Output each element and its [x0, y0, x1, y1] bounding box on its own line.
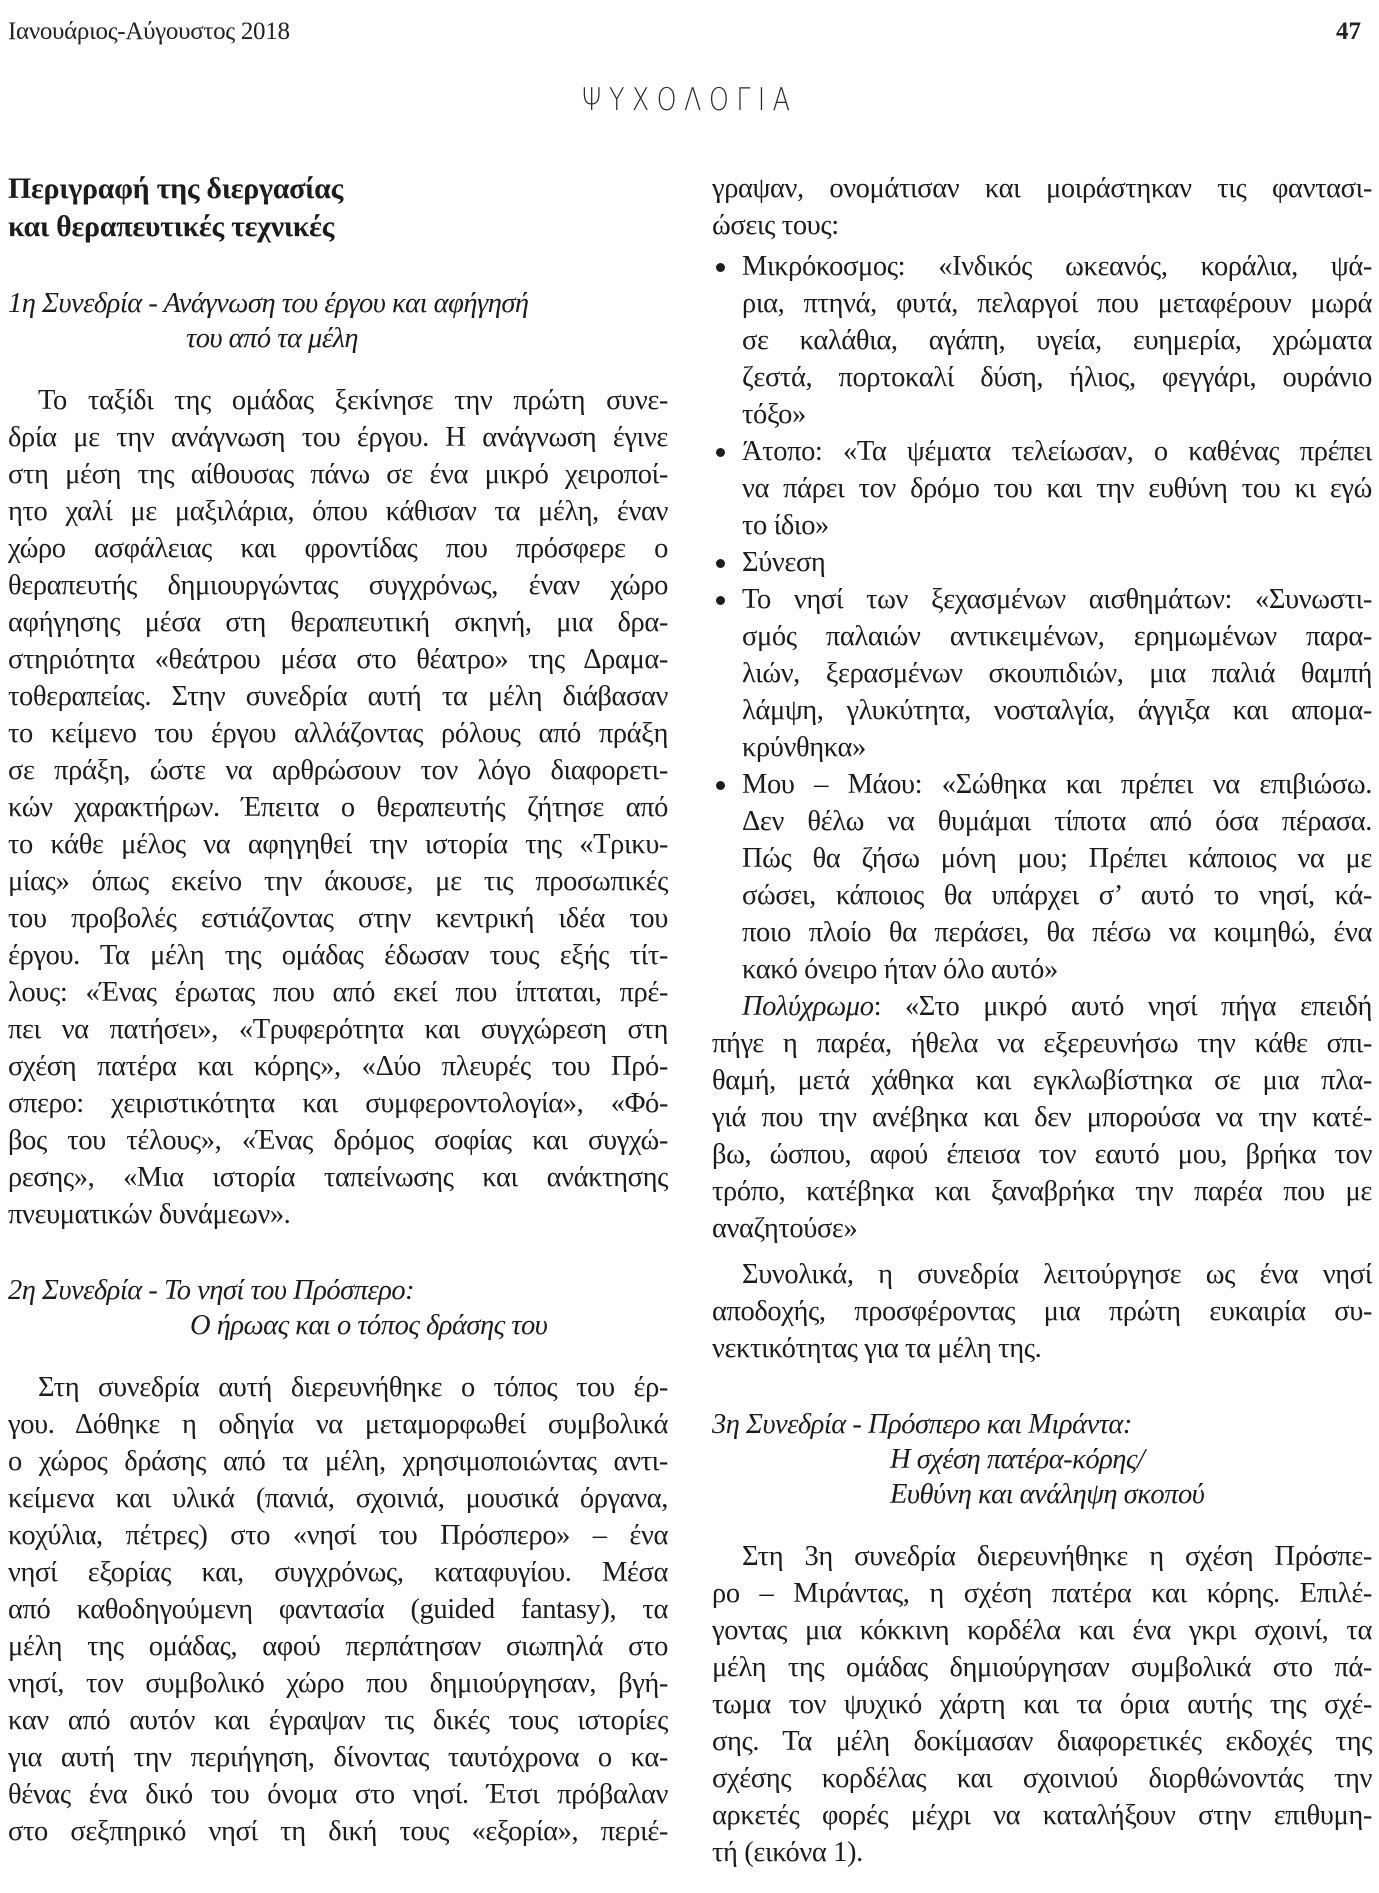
list-item-text: Σύνεση	[742, 547, 826, 578]
main-heading-line: Περιγραφή της διεργασίας	[8, 172, 343, 205]
session2-heading-line: Ο ήρωας και ο τόπος δράσης του	[190, 1310, 548, 1341]
session1-heading-line: 1η Συνεδρία - Ανάγνωση του έργου και αφήγησή	[8, 288, 529, 319]
list-item	[712, 248, 1372, 433]
list-item-line: λιών, ξερασμένων σκουπιδιών, μια παλιά θαμπή	[742, 658, 1372, 689]
paragraph-line: Συνολικά, η συνεδρία λειτούργησε ως ένα νησί	[742, 1259, 1372, 1290]
left-column	[8, 170, 668, 1850]
paragraph-line: κών χαρακτήρων. Έπειτα ο θεραπευτής ζήτησε από	[8, 792, 668, 823]
list-item-line: ζεστά, πορτοκαλί δύση, ήλιος, φεγγάρι, ουράνιο	[742, 362, 1372, 393]
paragraph-line: θένας ένα δικό του όνομα στο νησί. Έτσι πρόβαλαν	[8, 1779, 668, 1810]
intro-paragraph	[712, 170, 1372, 244]
paragraph-line: τοθεραπείας. Στην συνεδρία αυτή τα μέλη διάβασαν	[8, 681, 668, 712]
paragraph-line: στηριότητα «θεάτρου μέσα στο θέατρο» της Δραμα-	[8, 644, 668, 675]
paragraph-line: μέλη της ομάδας, αφού περπάτησαν σιωπηλά στο	[8, 1631, 668, 1662]
paragraph-line: τωμα τον ψυχικό χάρτη και τα όρια αυτής της σχέ-	[712, 1689, 1372, 1720]
right-column	[712, 170, 1372, 1871]
paragraph-line: σης. Τα μέλη δοκίμασαν διαφορετικές εκδοχές της	[712, 1726, 1372, 1757]
island-list	[712, 248, 1372, 988]
paragraph-line: βω, ώσπου, αφού έπεισα τον εαυτό μου, βρήκα τον	[712, 1139, 1372, 1170]
paragraph-line: έργου. Τα μέλη της ομάδας έδωσαν τους εξής τίτ-	[8, 940, 668, 971]
paragraph-line: γου. Δόθηκε η οδηγία να μεταμορφωθεί συμβολικά	[8, 1409, 668, 1440]
paragraph-line: αφήγησης μέσα στη θεραπευτική σκηνή, μια δρα-	[8, 607, 668, 638]
session3-heading	[712, 1407, 1372, 1512]
list-item-text: Το νησί των ξεχασμένων αισθημάτων: «Συνωστι-	[742, 584, 1372, 615]
bullet-icon	[716, 781, 725, 790]
paragraph-line: νησί εξορίας και, συγχρόνως, καταφυγίου. Μέσα	[8, 1557, 668, 1588]
paragraph-line: γραψαν, ονομάτισαν και μοιράστηκαν τις φαντασι-	[712, 173, 1372, 204]
paragraph-line: ο χώρος δράσης από τα μέλη, χρησιμοποιώντας αντι-	[8, 1446, 668, 1477]
list-item-line: να πάρει τον δρόμο του και την ευθύνη του κι εγώ	[742, 473, 1372, 504]
list-item-line: το ίδιο»	[742, 510, 829, 541]
paragraph-line: γοντας μια κόκκινη κορδέλα και ένα γκρι σχοινί, τα	[712, 1615, 1372, 1646]
paragraph-line: του προβολές εστιάζοντας στην κεντρική ιδέα του	[8, 903, 668, 934]
list-item	[712, 581, 1372, 766]
paragraph-line: στη μέση της αίθουσας πάνω σε ένα μικρό χειροποί-	[8, 459, 668, 490]
list-item-line: Δεν θέλω να θυμάμαι τίποτα από όσα πέρασα.	[742, 806, 1372, 837]
list-item-line: σε καλάθια, αγάπη, υγεία, ευημερία, χρώματα	[742, 325, 1372, 356]
paragraph-line: το κείμενο του έργου αλλάζοντας ρόλους από πράξη	[8, 718, 668, 749]
paragraph-line: αναζητούσε»	[712, 1213, 858, 1244]
session3-paragraph	[712, 1538, 1372, 1871]
paragraph-line: από καθοδηγούμενη φαντασία (guided fantasy), τα	[8, 1594, 668, 1625]
list-item-line: Πώς θα ζήσω μόνη μου; Πρέπει κάποιος να με	[742, 843, 1372, 874]
main-heading	[8, 170, 668, 246]
paragraph-line: Στη 3η συνεδρία διερευνήθηκε η σχέση Πρόσπε-	[742, 1541, 1372, 1572]
section-title: ΨΥΧΟΛΟΓΙΑ	[581, 82, 798, 118]
session3-heading-line: 3η Συνεδρία - Πρόσπερο και Μιράντα:	[712, 1409, 1132, 1440]
paragraph-line: Το ταξίδι της ομάδας ξεκίνησε την πρώτη συνε-	[38, 385, 668, 416]
paragraph-line: νησί, τον συμβολικό χώρο που δημιούργησαν, βγή-	[8, 1668, 668, 1699]
paragraph-line: ρεσης», «Μια ιστορία ταπείνωσης και ανάκτησης	[8, 1162, 668, 1193]
paragraph-line: στο σεξπηρικό νησί τη δική τους «εξορία», περιέ-	[8, 1816, 668, 1847]
paragraph-line: Στη συνεδρία αυτή διερευνήθηκε ο τόπος του έρ-	[38, 1372, 668, 1403]
paragraph-line: κοχύλια, πέτρες) στο «νησί του Πρόσπερο» – ένα	[8, 1520, 668, 1551]
list-item-text: Μικρόκοσμος: «Ινδικός ωκεανός, κοράλια, ψά-	[742, 251, 1372, 282]
list-item-line: ποιο πλοίο θα περάσει, θα πέσω να κοιμηθώ, ένα	[742, 917, 1372, 948]
paragraph-line: λους: «Ένας έρωτας που από εκεί που ίπταται, πρέ-	[8, 977, 668, 1008]
list-item-text: Άτοπο: «Τα ψέματα τελείωσαν, ο καθένας πρέπει	[742, 436, 1372, 467]
paragraph-line: σχέση πατέρα και κόρης», «Δύο πλευρές του Πρό-	[8, 1051, 668, 1082]
paragraph-line: πνευματικών δυνάμεων».	[8, 1199, 291, 1230]
paragraph-line: το κάθε μέλος να αφηγηθεί την ιστορία της «Τρικυ-	[8, 829, 668, 860]
polychromo-first-line-text: : «Στο μικρό αυτό νησί πήγα επειδή	[873, 991, 1372, 1022]
session3-heading-line: Ευθύνη και ανάληψη σκοπού	[890, 1479, 1205, 1510]
bullet-icon	[716, 448, 725, 457]
paragraph-line: καν από αυτόν και έγραψαν τις δικές τους ιστορίες	[8, 1705, 668, 1736]
list-item	[712, 544, 1372, 581]
paragraph-line: θεραπευτής δημιουργώντας συγχρόνως, έναν χώρο	[8, 570, 668, 601]
paragraph-line: σπερο: χειριστικότητα και συμφεροντολογία», «Φό-	[8, 1088, 668, 1119]
list-item-line: κακό όνειρο ήταν όλο αυτό»	[742, 954, 1058, 985]
paragraph-line: χώρο ασφάλειας και φροντίδας που πρόσφερε ο	[8, 533, 668, 564]
list-item-first-line	[712, 544, 1372, 581]
running-head: Ιανουάριος-Αύγουστος 2018	[8, 18, 290, 45]
polychromo-first-line	[712, 988, 1372, 1025]
list-item-text: Μου – Μάου: «Σώθηκα και πρέπει να επιβιώσω.	[742, 769, 1372, 800]
paragraph-line: σχέσης κορδέλας και σχοινιού διορθώνοντάς την	[712, 1763, 1372, 1794]
paragraph-line: γιά που την ανέβηκα και δεν μπορούσα να την κατέ-	[712, 1102, 1372, 1133]
page-number: 47	[1336, 18, 1361, 45]
paragraph-line: θαμή, μετά χάθηκα και εγκλωβίστηκα σε μια πλα-	[712, 1065, 1372, 1096]
list-item-line: τόξο»	[742, 399, 806, 430]
session2-heading	[8, 1273, 668, 1343]
session1-heading-line: του από τα μέλη	[186, 323, 359, 354]
list-item-first-line	[712, 248, 1372, 285]
paragraph-line: πει να πατήσει», «Τρυφερότητα και συγχώρεση στη	[8, 1014, 668, 1045]
paragraph-line: σε πράξη, ώστε να αρθρώσουν τον λόγο διαφορετι-	[8, 755, 668, 786]
session1-heading	[8, 286, 668, 356]
session3-heading-line: Η σχέση πατέρα-κόρης/	[890, 1444, 1145, 1475]
session2-paragraph	[8, 1369, 668, 1850]
polychromo-paragraph	[712, 988, 1372, 1247]
paragraph-line: τή (εικόνα 1).	[712, 1837, 863, 1868]
list-item	[712, 433, 1372, 544]
list-item-line: σώσει, κάποιος θα υπάρχει σ’ αυτό το νησί, κά-	[742, 880, 1372, 911]
paragraph-line: βος του τέλους», «Ένας δρόμος σοφίας και συγχώ-	[8, 1125, 668, 1156]
summary-paragraph	[712, 1256, 1372, 1367]
paragraph-line: ρο – Μιράντας, η σχέση πατέρα και κόρης. Επιλέ-	[712, 1578, 1372, 1609]
list-item-line: λάμψη, γλυκύτητα, νοσταλγία, άγγιξα και απομα-	[742, 695, 1372, 726]
main-heading-line: και θεραπευτικές τεχνικές	[8, 210, 335, 243]
list-item-line: σμός παλαιών αντικειμένων, ερημωμένων παρα-	[742, 621, 1372, 652]
paragraph-line: ητο χαλί με μαξιλάρια, όπου κάθισαν τα μέλη, έναν	[8, 496, 668, 527]
paragraph-line: τρόπο, κατέβηκα και ξαναβρήκα την παρέα που με	[712, 1176, 1372, 1207]
paragraph-line: μίας» όπως εκείνο την άκουσε, με τις προσωπικές	[8, 866, 668, 897]
paragraph-line: μέλη της ομάδας δημιούργησαν συμβολικά στο πά-	[712, 1652, 1372, 1683]
bullet-icon	[716, 559, 725, 568]
paragraph-line: ώσεις τους:	[712, 210, 839, 241]
list-item-first-line	[712, 581, 1372, 618]
bullet-icon	[716, 263, 725, 272]
paragraph-line: δρία με την ανάγνωση του έργου. Η ανάγνωση έγινε	[8, 422, 668, 453]
list-item-first-line	[712, 766, 1372, 803]
bullet-icon	[716, 596, 725, 605]
paragraph-line: κείμενα και υλικά (πανιά, σχοινιά, μουσικά όργανα,	[8, 1483, 668, 1514]
paragraph-line: για αυτή την περιήγηση, δίνοντας ταυτόχρονα ο κα-	[8, 1742, 668, 1773]
polychromo-label: Πολύχρωμο	[742, 991, 874, 1022]
paragraph-line: αποδοχής, προσφέροντας μια πρώτη ευκαιρία συ-	[712, 1296, 1372, 1327]
list-item-line: ρια, πτηνά, φυτά, πελαργοί που μεταφέρουν μωρά	[742, 288, 1372, 319]
session2-heading-line: 2η Συνεδρία - Το νησί του Πρόσπερο:	[8, 1275, 415, 1306]
list-item-first-line	[712, 433, 1372, 470]
paragraph-line: πήγε η παρέα, ήθελα να εξερευνήσω την κάθε σπι-	[712, 1028, 1372, 1059]
paragraph-line: νεκτικότητας για τα μέλη της.	[712, 1333, 1042, 1364]
paragraph-line: αρκετές φορές μέχρι να καταλήξουν στην επιθυμη-	[712, 1800, 1372, 1831]
list-item-line: κρύνθηκα»	[742, 732, 866, 763]
session1-paragraph	[8, 382, 668, 1233]
list-item	[712, 766, 1372, 988]
